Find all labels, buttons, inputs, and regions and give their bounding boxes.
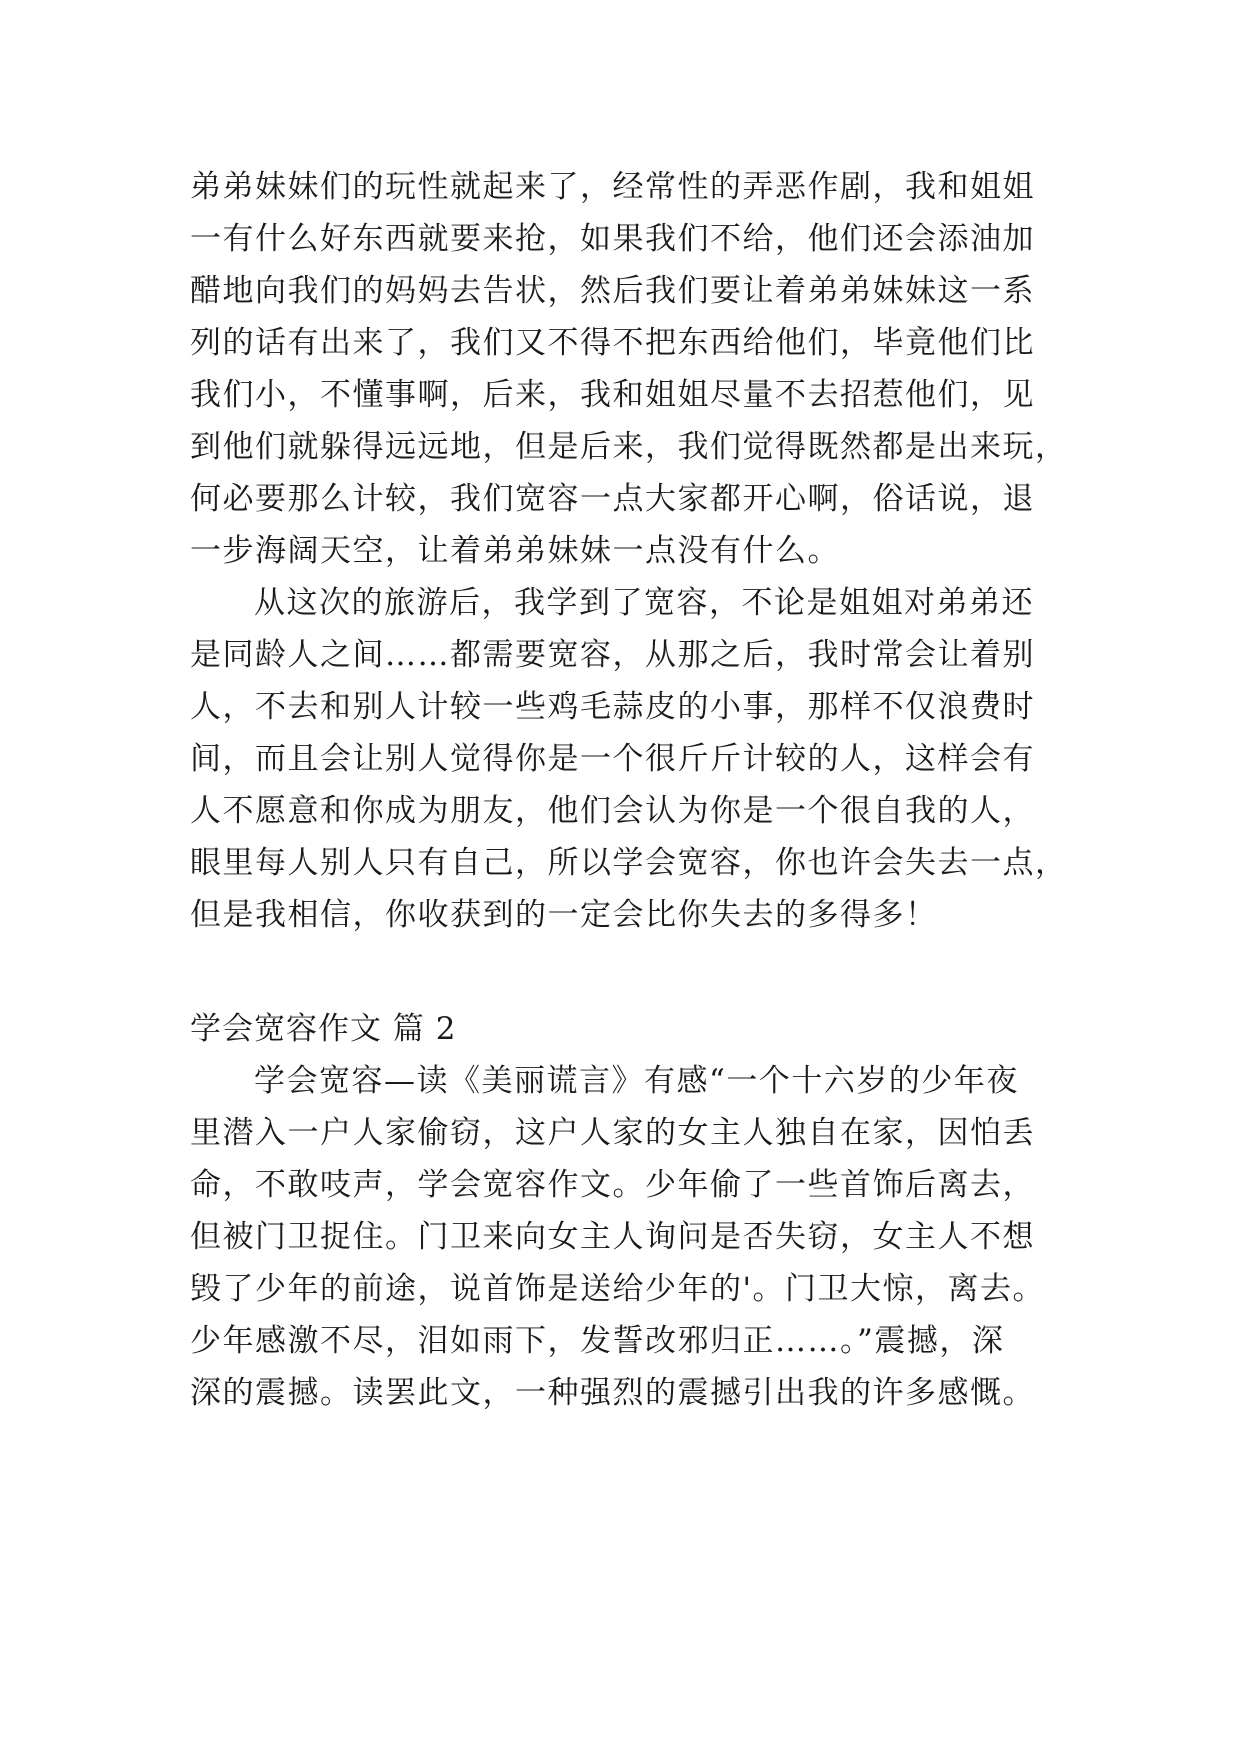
paragraph-2-line-3: 人，不去和别人计较一些鸡毛蒜皮的小事，那样不仅浪费时: [190, 689, 1035, 725]
section-heading: 学会宽容作文 篇 2: [190, 1011, 457, 1047]
paragraph-3-line-6: 少年感激不尽，泪如雨下，发誓改邪归正……。”震撼，深: [190, 1323, 1005, 1359]
paragraph-2-line-6: 眼里每人别人只有自己，所以学会宽容，你也许会失去一点，: [190, 845, 1068, 881]
paragraph-3-line-2: 里潜入一户人家偷窃，这户人家的女主人独自在家，因怕丢: [190, 1115, 1035, 1151]
paragraph-3-line-7: 深的震撼。读罢此文，一种强烈的震撼引出我的许多感慨。: [190, 1375, 1035, 1411]
paragraph-1-line-3: 醋地向我们的妈妈去告状，然后我们要让着弟弟妹妹这一系: [190, 273, 1035, 309]
paragraph-1-line-2: 一有什么好东西就要来抢，如果我们不给，他们还会添油加: [190, 221, 1035, 257]
paragraph-3-line-4: 但被门卫捉住。门卫来向女主人询问是否失窃，女主人不想: [190, 1219, 1035, 1255]
paragraph-3-line-5: 毁了少年的前途，说首饰是送给少年的'。门卫大惊，离去。: [190, 1271, 1046, 1307]
paragraph-1-line-5: 我们小，不懂事啊，后来，我和姐姐尽量不去招惹他们，见: [190, 377, 1035, 413]
paragraph-2-line-5: 人不愿意和你成为朋友，他们会认为你是一个很自我的人，: [190, 793, 1035, 829]
paragraph-2-line-4: 间，而且会让别人觉得你是一个很斤斤计较的人，这样会有: [190, 741, 1035, 777]
paragraph-1-line-6: 到他们就躲得远远地，但是后来，我们觉得既然都是出来玩，: [190, 429, 1068, 465]
paragraph-1-line-4: 列的话有出来了，我们又不得不把东西给他们，毕竟他们比: [190, 325, 1035, 361]
paragraph-2-line-7: 但是我相信，你收获到的一定会比你失去的多得多！: [190, 897, 938, 933]
paragraph-1-line-8: 一步海阔天空，让着弟弟妹妹一点没有什么。: [190, 533, 840, 569]
paragraph-2-line-2: 是同龄人之间……都需要宽容，从那之后，我时常会让着别: [190, 637, 1035, 673]
paragraph-2-line-1: 从这次的旅游后，我学到了宽容，不论是姐姐对弟弟还: [254, 585, 1034, 621]
paragraph-1-line-7: 何必要那么计较，我们宽容一点大家都开心啊，俗话说，退: [190, 481, 1035, 517]
paragraph-3-line-3: 命，不敢吱声，学会宽容作文。少年偷了一些首饰后离去，: [190, 1167, 1035, 1203]
paragraph-3-line-1: 学会宽容—读《美丽谎言》有感“一个十六岁的少年夜: [254, 1063, 1019, 1099]
paragraph-1-line-1: 弟弟妹妹们的玩性就起来了，经常性的弄恶作剧，我和姐姐: [190, 169, 1035, 205]
